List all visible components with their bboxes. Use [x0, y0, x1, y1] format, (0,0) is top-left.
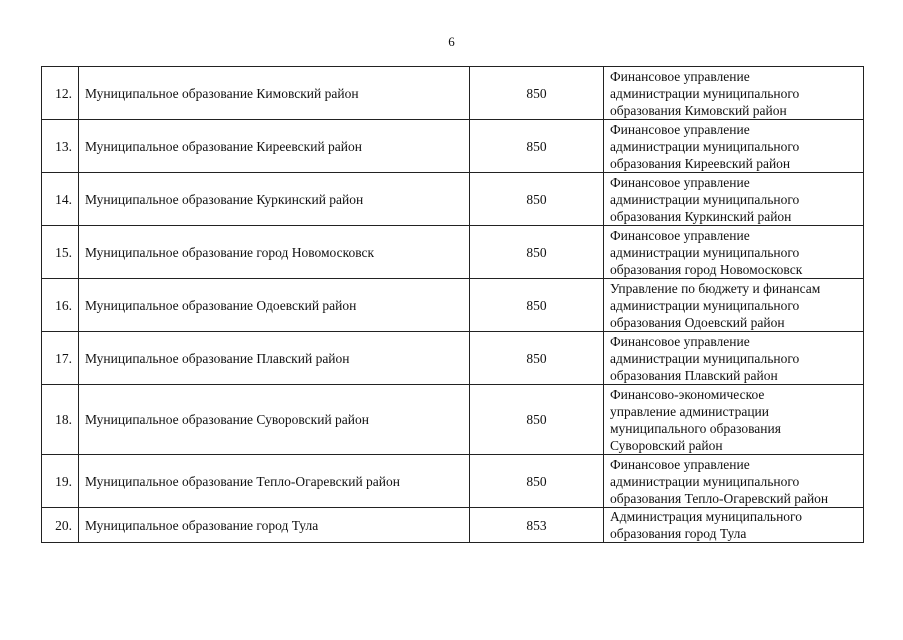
table-row	[42, 332, 864, 385]
code-cell: 850	[470, 226, 604, 279]
municipalities-table	[41, 66, 864, 543]
administrator-cell: Администрация муниципального образования город Тула	[604, 508, 864, 543]
row-number: 17.	[42, 332, 79, 385]
administrator-cell: Финансовое управление администрации муниципального образования Киреевский район	[604, 120, 864, 173]
table-row	[42, 120, 864, 173]
municipality-name: Муниципальное образование Куркинский район	[79, 173, 470, 226]
table-row	[42, 455, 864, 508]
code-cell: 853	[470, 508, 604, 543]
code-cell: 850	[470, 332, 604, 385]
row-number: 16.	[42, 279, 79, 332]
administrator-cell: Финансовое управление администрации муниципального образования Куркинский район	[604, 173, 864, 226]
administrator-cell: Финансовое управление администрации муниципального образования город Новомосковск	[604, 226, 864, 279]
table-row	[42, 279, 864, 332]
row-number: 15.	[42, 226, 79, 279]
administrator-cell: Финансово-экономическое управление администрации муниципального образования Суворовский район	[604, 385, 864, 455]
row-number: 20.	[42, 508, 79, 543]
row-number: 14.	[42, 173, 79, 226]
municipality-name: Муниципальное образование Плавский район	[79, 332, 470, 385]
table-row	[42, 385, 864, 455]
municipality-name: Муниципальное образование Киреевский район	[79, 120, 470, 173]
row-number: 18.	[42, 385, 79, 455]
table-row	[42, 173, 864, 226]
code-cell: 850	[470, 173, 604, 226]
table-row	[42, 508, 864, 543]
municipality-name: Муниципальное образование город Тула	[79, 508, 470, 543]
code-cell: 850	[470, 67, 604, 120]
page-number: 6	[448, 34, 455, 49]
table-row	[42, 226, 864, 279]
table-row	[42, 67, 864, 120]
row-number: 12.	[42, 67, 79, 120]
code-cell: 850	[470, 455, 604, 508]
administrator-cell: Управление по бюджету и финансам администрации муниципального образования Одоевский район	[604, 279, 864, 332]
code-cell: 850	[470, 120, 604, 173]
municipality-name: Муниципальное образование Кимовский район	[79, 67, 470, 120]
row-number: 19.	[42, 455, 79, 508]
administrator-cell: Финансовое управление администрации муниципального образования Кимовский район	[604, 67, 864, 120]
municipality-name: Муниципальное образование город Новомосковск	[79, 226, 470, 279]
administrator-cell: Финансовое управление администрации муниципального образования Плавский район	[604, 332, 864, 385]
municipality-name: Муниципальное образование Одоевский район	[79, 279, 470, 332]
code-cell: 850	[470, 385, 604, 455]
administrator-cell: Финансовое управление администрации муниципального образования Тепло-Огаревский район	[604, 455, 864, 508]
municipality-name: Муниципальное образование Суворовский район	[79, 385, 470, 455]
row-number: 13.	[42, 120, 79, 173]
municipality-name: Муниципальное образование Тепло-Огаревский район	[79, 455, 470, 508]
code-cell: 850	[470, 279, 604, 332]
